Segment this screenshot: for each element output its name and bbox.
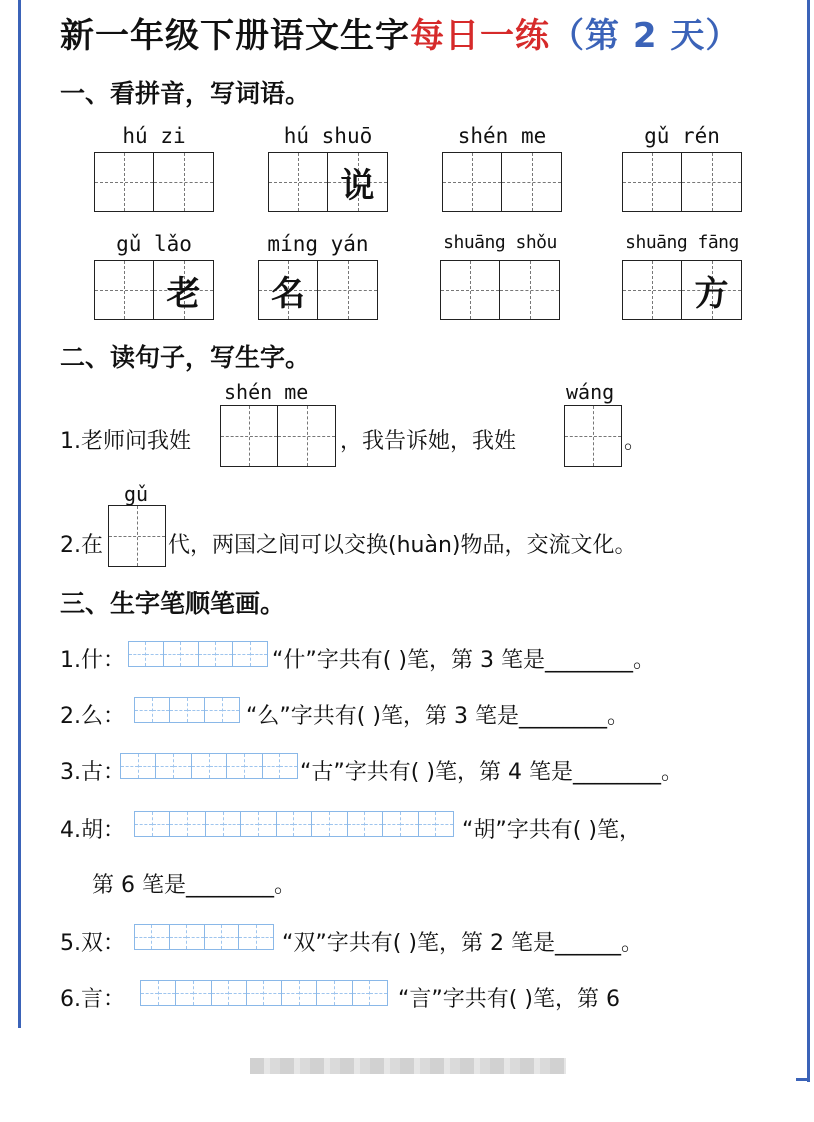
stroke-item-question: “言”字共有( )笔，第 6 <box>398 987 620 1012</box>
tianzige-box[interactable] <box>440 260 500 320</box>
tianzige-box[interactable] <box>268 152 328 212</box>
section2-heading: 二、读句子，写生字。 <box>60 343 311 372</box>
pinyin-label: míng yán <box>267 232 369 256</box>
stroke-item-question: “双”字共有( )笔，第 2 笔是______。 <box>282 931 643 956</box>
pinyin-label: gǔ rén <box>644 124 720 148</box>
stroke-item-label: 3.古： <box>60 760 125 785</box>
sentence1-prefix: 1.老师问我姓 <box>60 429 191 454</box>
tianzige-box[interactable] <box>500 260 560 320</box>
pinyin-label: hú zi <box>122 124 186 148</box>
pinyin-label: gǔ lǎo <box>116 232 192 256</box>
stroke-item-question-cont: 第 6 笔是________。 <box>92 873 296 898</box>
tianzige-box[interactable]: 名 <box>258 260 318 320</box>
tianzige-box[interactable] <box>442 152 502 212</box>
stroke-item-question: “什”字共有( )笔，第 3 笔是________。 <box>272 648 655 673</box>
sentence1-pinyin-shenme: shén me <box>224 380 309 404</box>
page-frame-corner <box>796 1078 810 1081</box>
tianzige-box[interactable] <box>318 260 378 320</box>
stroke-item-question: “胡”字共有( )笔， <box>462 818 641 843</box>
sentence1-end: 。 <box>624 429 647 454</box>
tianzige-box[interactable] <box>94 260 154 320</box>
title-day: （第 2 天） <box>550 16 741 56</box>
title-daily: 每日一练 <box>410 16 550 56</box>
tianzige-box[interactable]: 说 <box>328 152 388 212</box>
stroke-item-label: 6.言： <box>60 987 125 1012</box>
tianzige-box[interactable] <box>564 405 622 467</box>
sentence2-pinyin-gu: gǔ <box>124 482 149 506</box>
tianzige-box[interactable] <box>502 152 562 212</box>
pinyin-label: shuāng shǒu <box>443 232 557 253</box>
stroke-item-label: 2.么： <box>60 704 125 729</box>
tianzige-box[interactable] <box>622 260 682 320</box>
stroke-order-strip[interactable] <box>140 980 388 1006</box>
title-main: 新一年级下册语文生字 <box>60 16 410 56</box>
pinyin-label: hú shuō <box>283 124 373 148</box>
sentence2-box-gu <box>108 505 166 567</box>
page-frame-left <box>18 0 21 1028</box>
tianzige-box[interactable] <box>108 505 166 567</box>
stroke-item-label: 1.什： <box>60 648 125 673</box>
blurred-watermark <box>250 1058 566 1074</box>
section1-heading: 一、看拼音，写词语。 <box>60 79 311 108</box>
stroke-order-strip[interactable] <box>134 697 240 723</box>
stroke-order-strip[interactable] <box>128 641 268 667</box>
tianzige-box[interactable] <box>154 152 214 212</box>
sentence2-prefix: 2.在 <box>60 533 103 558</box>
tianzige-box[interactable]: 方 <box>682 260 742 320</box>
pinyin-label: shén me <box>457 124 547 148</box>
tianzige-box[interactable] <box>278 405 336 467</box>
page-frame-right <box>807 0 810 1082</box>
sentence1-pinyin-wang: wáng <box>566 380 615 404</box>
sentence1-box-wang <box>564 405 622 467</box>
tianzige-box[interactable] <box>622 152 682 212</box>
page-title <box>60 8 740 57</box>
pinyin-label: shuāng fāng <box>625 232 739 253</box>
stroke-item-label: 5.双： <box>60 931 125 956</box>
stroke-order-strip[interactable] <box>134 924 274 950</box>
tianzige-box[interactable]: 老 <box>154 260 214 320</box>
tianzige-box[interactable] <box>220 405 278 467</box>
section3-heading: 三、生字笔顺笔画。 <box>60 589 286 618</box>
tianzige-box[interactable] <box>94 152 154 212</box>
stroke-item-question: “古”字共有( )笔，第 4 笔是________。 <box>300 760 683 785</box>
stroke-order-strip[interactable] <box>134 811 454 837</box>
sentence1-middle: ，我告诉她，我姓 <box>340 429 517 454</box>
stroke-item-question: “么”字共有( )笔，第 3 笔是________。 <box>246 704 629 729</box>
sentence2-rest: 代，两国之间可以交换(huàn)物品，交流文化。 <box>168 533 637 558</box>
stroke-order-strip[interactable] <box>120 753 298 779</box>
sentence1-box-shenme <box>220 405 336 467</box>
tianzige-box[interactable] <box>682 152 742 212</box>
stroke-item-label: 4.胡： <box>60 818 125 843</box>
